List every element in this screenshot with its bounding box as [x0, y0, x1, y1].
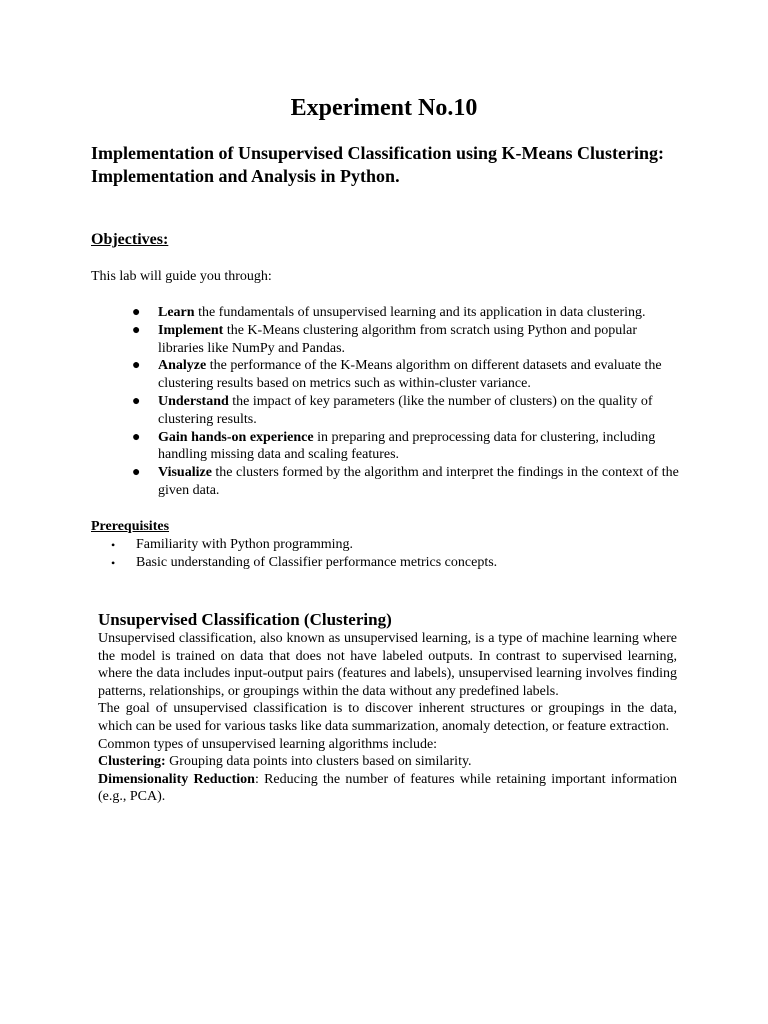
- objectives-intro: This lab will guide you through:: [91, 269, 272, 284]
- prerequisite-text: Basic understanding of Classifier performance metrics concepts.: [136, 555, 498, 570]
- objective-item: [91, 357, 683, 393]
- bullet-icon: ●: [132, 322, 141, 338]
- bullet-icon: ●: [132, 358, 141, 374]
- objective-keyword: Learn: [158, 305, 195, 320]
- clustering-term: Clustering:: [98, 754, 166, 770]
- bullet-icon: ●: [132, 305, 141, 320]
- dimensionality-reduction-description: : Reducing the number of features while retaining important information (e.g., PCA).: [98, 771, 677, 805]
- bullet-icon: •: [111, 538, 116, 552]
- objective-text: in preparing and preprocessing data for clustering, including handling missing data and scaling features.: [158, 429, 656, 463]
- objective-text: the impact of key parameters (like the number of clusters) on the quality of clustering results.: [158, 393, 653, 427]
- section-paragraph: Unsupervised classification, also known as unsupervised learning, is a type of machine learning where the model is trained on data that does not have labeled outputs. In contrast to supervised learning, where the data includes input-output pairs (features and labels), unsupervised learning involves finding patterns, relationships, or groupings within the data without any predefined labels.: [98, 631, 677, 699]
- bullet-icon: ●: [132, 393, 141, 409]
- objective-text: the clusters formed by the algorithm and interpret the findings in the context of the given data.: [158, 465, 679, 498]
- section-body: [98, 630, 677, 806]
- bullet-icon: •: [111, 556, 116, 570]
- prerequisite-text: Familiarity with Python programming.: [136, 537, 353, 552]
- objective-item: [91, 464, 683, 500]
- prerequisite-item: [91, 536, 497, 554]
- objective-item: [91, 304, 683, 322]
- bullet-icon: ●: [132, 429, 141, 445]
- document-title: Experiment No.10: [290, 95, 478, 121]
- prerequisite-item: [91, 554, 497, 572]
- objective-item: [91, 322, 683, 358]
- clustering-definition: [98, 753, 677, 771]
- dimensionality-reduction-definition: [98, 771, 677, 806]
- objective-item: [91, 429, 683, 465]
- objective-keyword: Visualize: [158, 465, 212, 481]
- document-subtitle: Implementation of Unsupervised Classification using K-Means Clustering: Implementation and Analysis in Python.: [91, 143, 665, 186]
- objective-keyword: Analyze: [158, 358, 207, 374]
- objective-keyword: Gain hands-on experience: [158, 429, 314, 445]
- objective-text: the performance of the K-Means algorithm on different datasets and evaluate the clustering results based on metrics such as within-cluster variance.: [158, 358, 662, 392]
- objectives-list: [91, 304, 691, 500]
- objectives-heading: Objectives:: [91, 231, 169, 248]
- objective-keyword: Understand: [158, 393, 229, 409]
- section-heading: Unsupervised Classification (Clustering): [98, 610, 392, 629]
- prerequisites-list: [91, 536, 497, 572]
- bullet-icon: ●: [132, 465, 141, 481]
- prerequisites-heading: Prerequisites: [91, 519, 170, 534]
- objective-text: the K-Means clustering algorithm from scratch using Python and popular libraries like NumPy and Pandas.: [158, 322, 638, 356]
- objective-keyword: Implement: [158, 322, 224, 338]
- objective-text: the fundamentals of unsupervised learning and its application in data clustering.: [194, 305, 646, 320]
- section-paragraph: Common types of unsupervised learning algorithms include:: [98, 736, 438, 752]
- dimensionality-reduction-term: Dimensionality Reduction: [98, 771, 255, 787]
- objective-item: [91, 393, 683, 429]
- clustering-description: Grouping data points into clusters based on similarity.: [165, 754, 472, 770]
- section-paragraph: The goal of unsupervised classification is to discover inherent structures or groupings in the data, which can be used for various tasks like data summarization, anomaly detection, or feature extraction.: [98, 701, 677, 734]
